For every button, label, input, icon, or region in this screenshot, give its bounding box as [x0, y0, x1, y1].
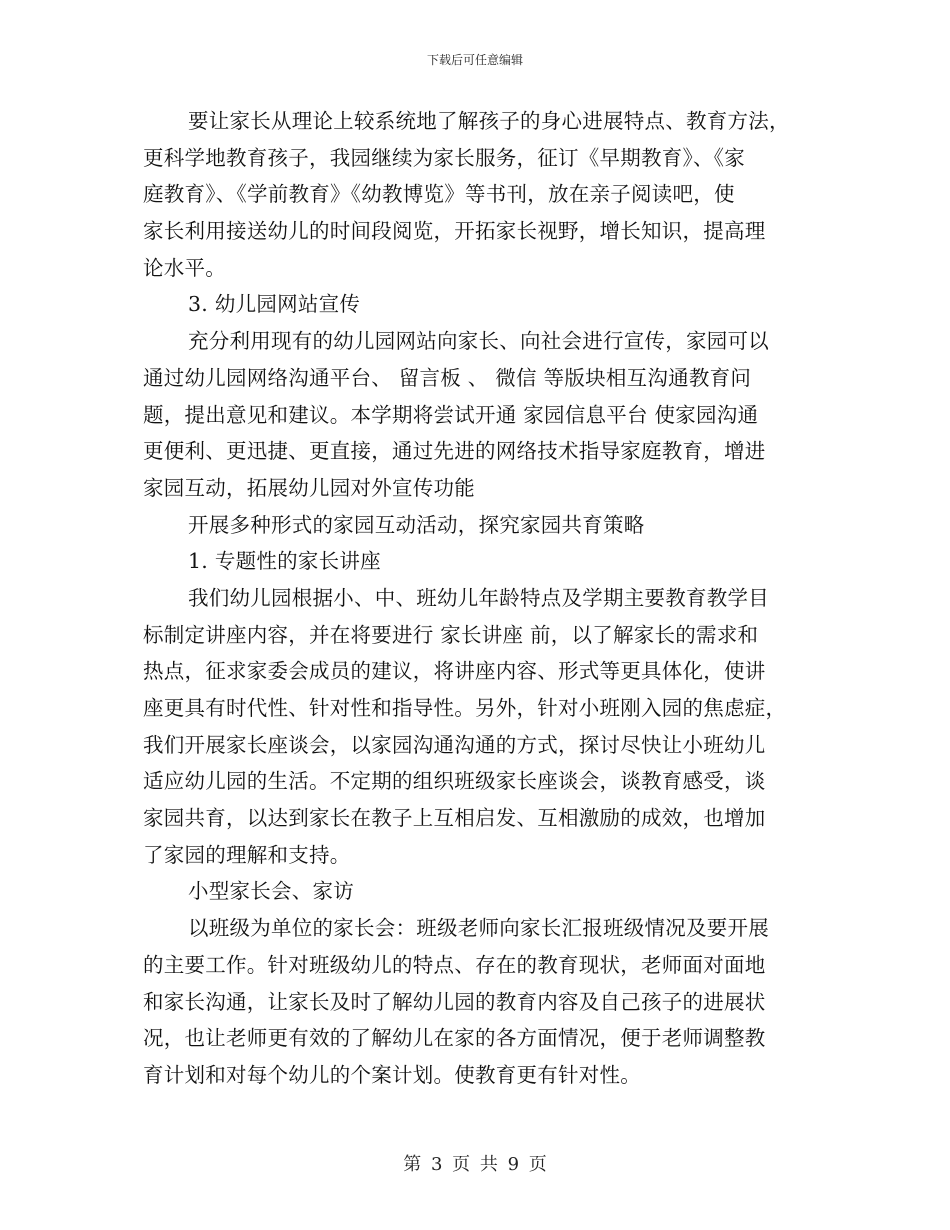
- text-line: 家长利用接送幼儿的时间段阅览，开拓家长视野，增长知识，提高理: [143, 219, 766, 244]
- text-line: 要让家长从理论上较系统地了解孩子的身心进展特点、教育方法，: [188, 109, 790, 133]
- text-line: 充分利用现有的幼儿园网站向家长、向社会进行宣传，家园可以: [188, 329, 769, 354]
- text-line: 更科学地教育孩子，我园继续为家长服务，征订《早期教育》、《家: [143, 145, 745, 170]
- text-line: 庭教育》、《学前教育》《幼教博览》等书刊，放在亲子阅读吧，使: [143, 182, 735, 207]
- text-line: 育计划和对每个幼儿的个案计划。使教育更有针对性。: [143, 1062, 641, 1087]
- document-body: [143, 103, 813, 1094]
- text-line: 热点，征求家委会成员的建议，将讲座内容、形式等更具体化，使讲: [143, 659, 766, 684]
- text-line: 况，也让老师更有效的了解幼儿在家的各方面情况，便于老师调整教: [143, 1026, 766, 1051]
- section-heading: 开展多种形式的家园互动活动，探究家园共育策略: [188, 512, 645, 537]
- text-line: 通过幼儿园网络沟通平台、 留言板 、 微信 等版块相互沟通教育问: [143, 365, 752, 390]
- text-line: 我们开展家长座谈会，以家园沟通沟通的方式，探讨尽快让小班幼儿: [143, 732, 766, 757]
- section-heading: 3. 幼儿园网站宣传: [188, 292, 361, 317]
- text-line: 论水平。: [143, 255, 226, 280]
- text-line: 家园互动，拓展幼儿园对外宣传功能: [143, 475, 475, 500]
- text-line: 适应幼儿园的生活。不定期的组织班级家长座谈会，谈教育感受，谈: [143, 769, 766, 794]
- text-line: 了家园的理解和支持。: [143, 842, 351, 867]
- text-line: 以班级为单位的家长会：班级老师向家长汇报班级情况及要开展: [188, 916, 769, 941]
- text-line: 和家长沟通，让家长及时了解幼儿园的教育内容及自己孩子的进展状: [143, 989, 766, 1014]
- section-heading: 小型家长会、家访: [188, 879, 354, 904]
- text-line: 标制定讲座内容，并在将要进行 家长讲座 前，以了解家长的需求和: [143, 622, 759, 647]
- page-number: 第 3 页 共 9 页: [403, 1154, 547, 1175]
- text-line: 更便利、更迅捷、更直接，通过先进的网络技术指导家庭教育，增进: [143, 439, 766, 464]
- text-line: 家园共育，以达到家长在教子上互相启发、互相激励的成效，也增加: [143, 806, 766, 831]
- text-line: 题，提出意见和建议。本学期将尝试开通 家园信息平台 使家园沟通: [143, 402, 759, 427]
- section-heading: 1. 专题性的家长讲座: [188, 549, 381, 574]
- text-line: 的主要工作。针对班级幼儿的特点、存在的教育现状，老师面对面地: [143, 952, 766, 977]
- page-header: 下载后可任意编辑: [426, 53, 523, 67]
- text-line: 座更具有时代性、针对性和指导性。另外，针对小班刚入园的焦虑症，: [143, 696, 787, 720]
- text-line: 我们幼儿园根据小、中、班幼儿年龄特点及学期主要教育教学目: [188, 585, 769, 610]
